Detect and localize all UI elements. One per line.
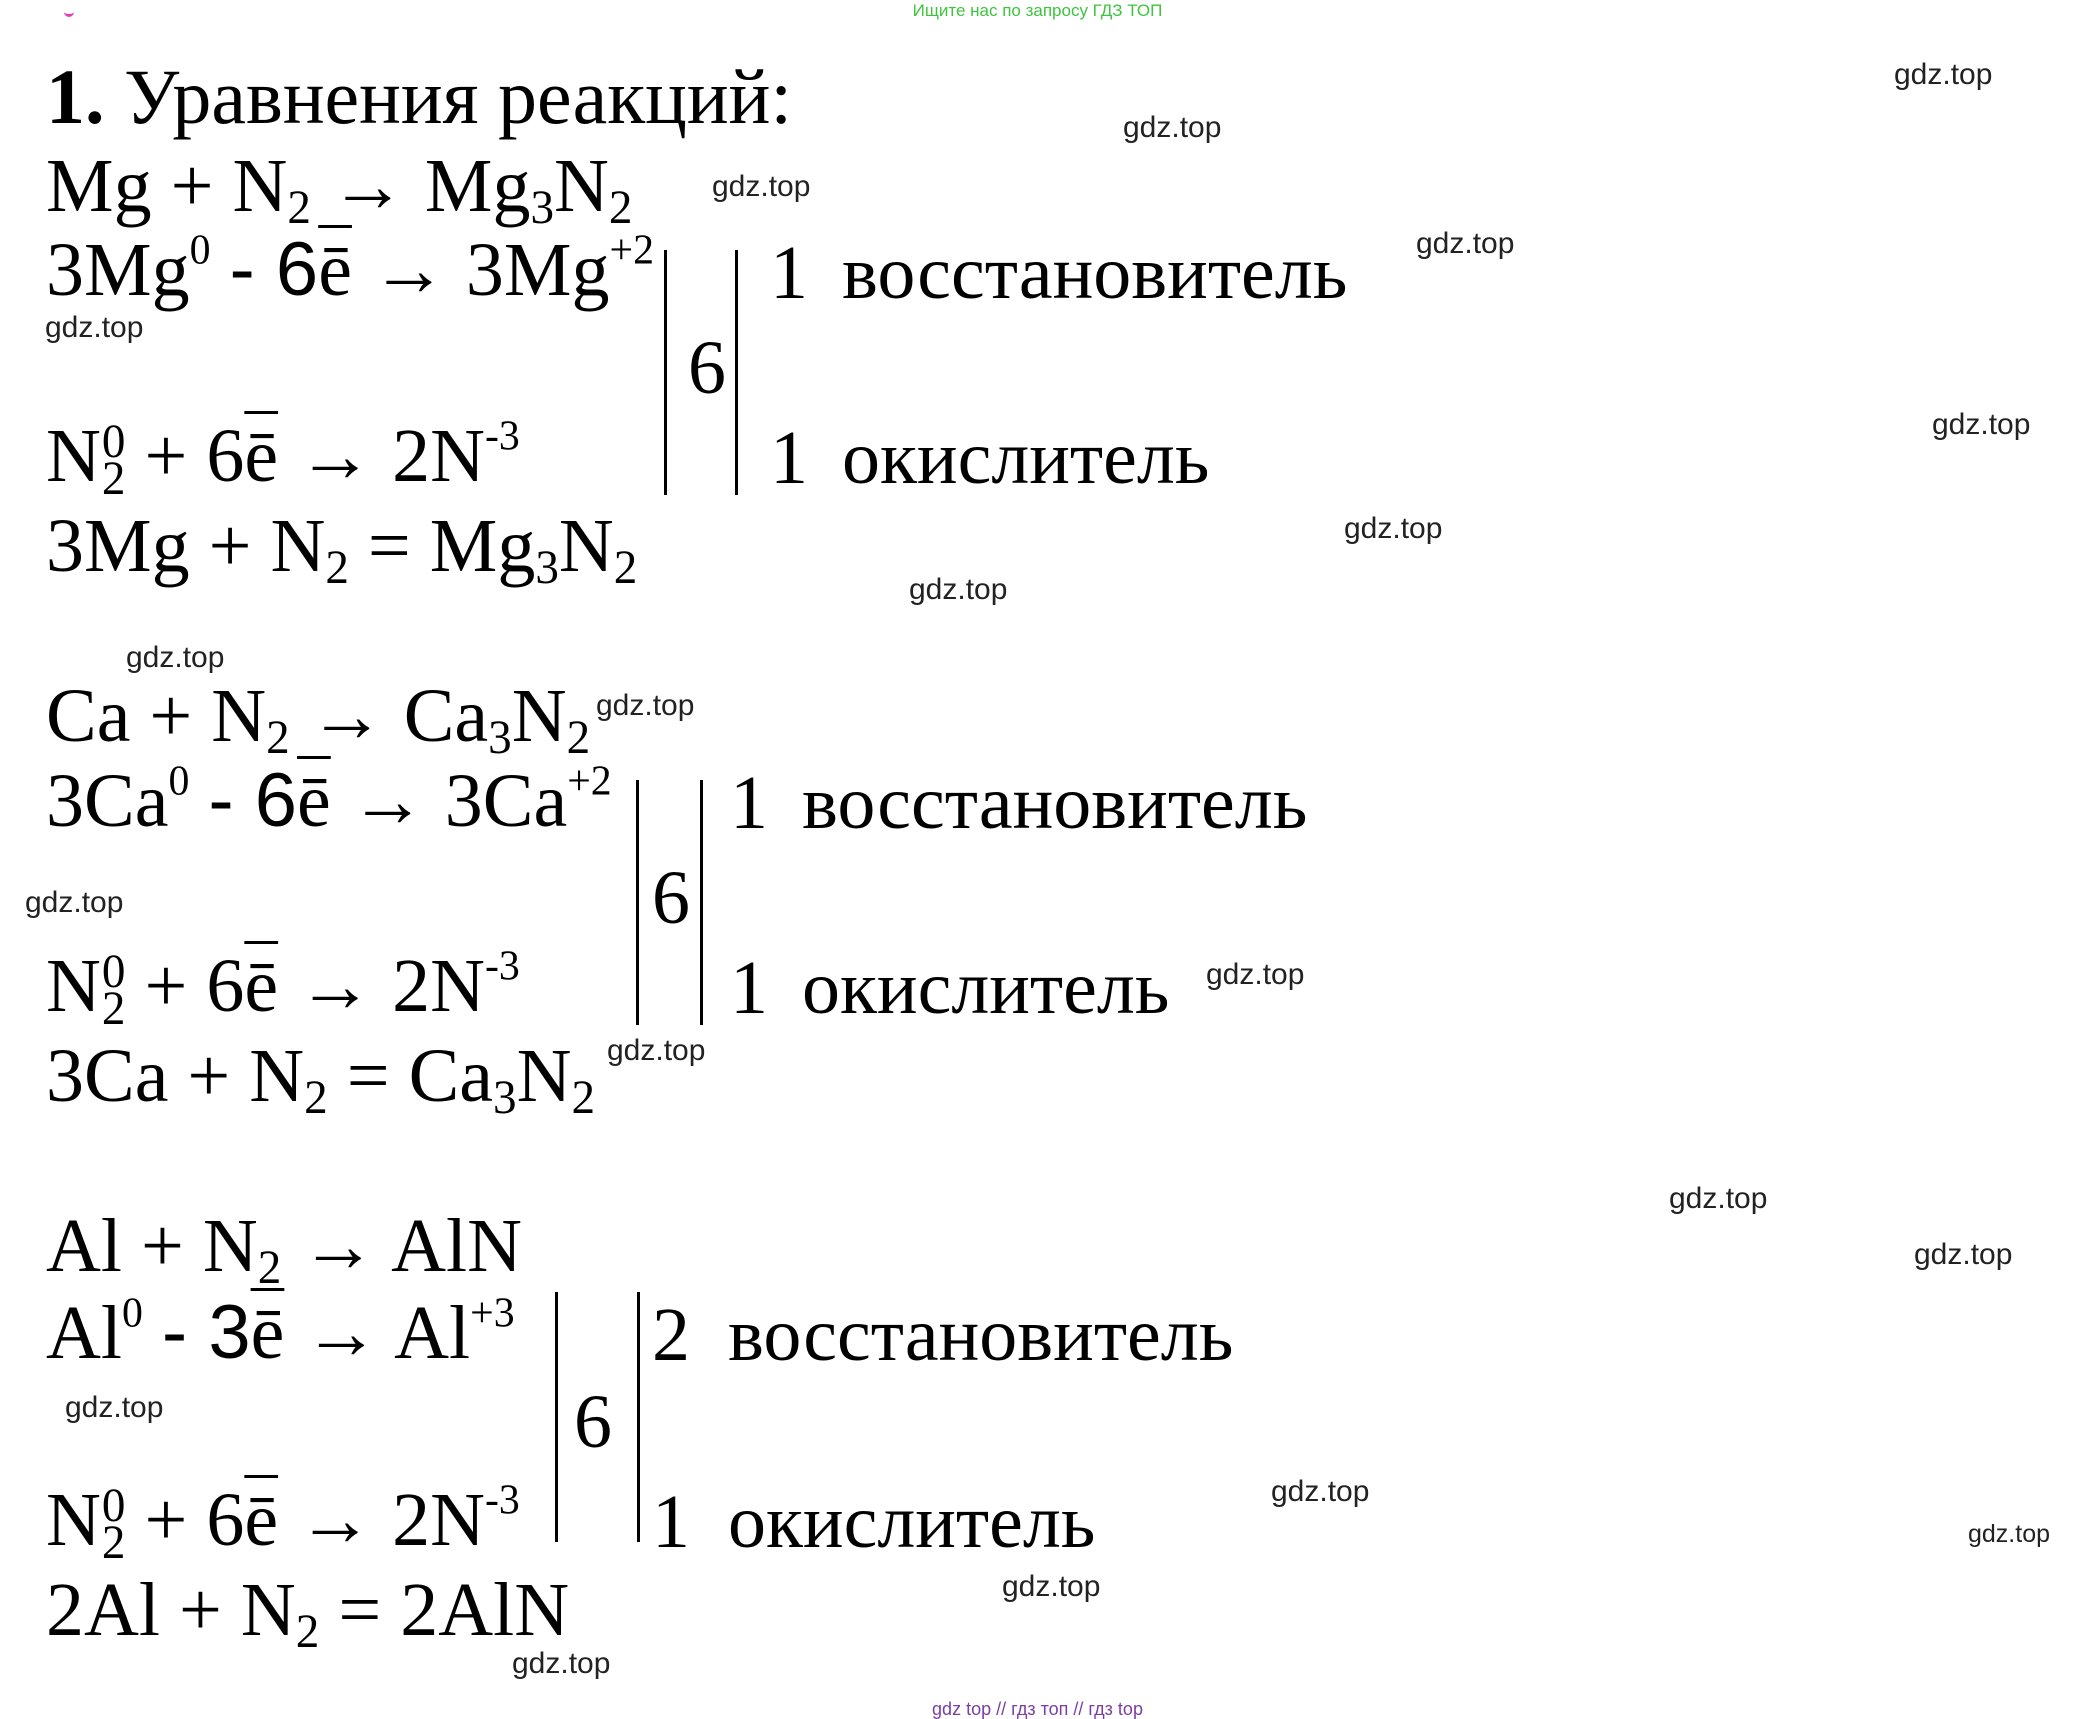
top-banner-link[interactable]: Ищите нас по запросу ГДЗ ТОП bbox=[912, 1, 1163, 20]
half-reaction-reduction-al: N 0 2 + $6\overline{ē} \to 2N^{-3}$ bbox=[46, 1477, 520, 1570]
page-title bbox=[46, 53, 793, 140]
half-reaction-reduction-mg: N 0 2 + $6\overline{ē} \to 2N^{-3}$ bbox=[46, 413, 520, 506]
scheme-equation-al: $Al + N_2$ → AlN bbox=[46, 1204, 523, 1294]
coefficient-reducer: 2 bbox=[652, 1293, 690, 1377]
final-equation-al: $2Al + N_2 = 2AlN$ bbox=[46, 1568, 570, 1658]
watermark: gdz.top bbox=[1894, 58, 1993, 91]
final-equation-ca: $3Ca + N_2 = Ca_3N_2$ bbox=[46, 1034, 596, 1124]
half-reaction-oxidation-ca: $3Ca^0 - 6\overline{ē} \to 3Ca^{+2}$ bbox=[46, 758, 612, 843]
balance-divider-right bbox=[637, 1292, 640, 1542]
watermark: gdz.top bbox=[1271, 1475, 1370, 1508]
balance-lcm: 6 bbox=[652, 856, 690, 940]
watermark: gdz.top bbox=[25, 886, 124, 919]
watermark: gdz.top bbox=[45, 311, 144, 344]
watermark: gdz.top bbox=[607, 1034, 706, 1067]
watermark: gdz.top bbox=[596, 689, 695, 722]
half-reaction-oxidation-al: $Al^0 - 3\overline{ē} \to Al^{+3}$ bbox=[46, 1290, 515, 1375]
balance-divider-left bbox=[664, 250, 667, 495]
watermark: gdz.top bbox=[1416, 227, 1515, 260]
watermark: gdz.top bbox=[1123, 111, 1222, 144]
balance-lcm: 6 bbox=[688, 326, 726, 410]
watermark: gdz.top bbox=[1002, 1570, 1101, 1603]
watermark: gdz.top bbox=[1914, 1238, 2013, 1271]
bottom-banner-links[interactable]: gdz top // гдз топ // гдз top bbox=[932, 1699, 1143, 1719]
coefficient-oxidizer: 1 bbox=[652, 1480, 690, 1564]
half-reaction-oxidation-mg: $3Mg^0 - 6\overline{ē} \to 3Mg^{+2}$ bbox=[46, 227, 654, 312]
final-equation-mg: $3Mg + N_2 = Mg_3N_2$ bbox=[46, 504, 638, 594]
title-text: Уравнения реакций: bbox=[124, 53, 793, 140]
half-reaction-reduction-ca: N 0 2 + $6\overline{ē} \to 2N^{-3}$ bbox=[46, 943, 520, 1036]
watermark: gdz.top bbox=[1344, 512, 1443, 545]
coefficient-oxidizer: 1 bbox=[730, 946, 768, 1030]
balance-divider-left bbox=[636, 780, 639, 1025]
watermark: gdz.top bbox=[1206, 958, 1305, 991]
watermark: gdz.top bbox=[712, 170, 811, 203]
task-number: 1. bbox=[46, 53, 105, 140]
watermark: gdz.top bbox=[1669, 1182, 1768, 1215]
balance-divider-right bbox=[735, 250, 738, 495]
balance-lcm: 6 bbox=[574, 1380, 612, 1464]
balance-divider-left bbox=[555, 1292, 558, 1542]
watermark: gdz.top bbox=[1932, 408, 2031, 441]
corner-mark bbox=[64, 4, 74, 17]
coefficient-oxidizer: 1 bbox=[770, 416, 808, 500]
watermark: gdz.top bbox=[1968, 1520, 2051, 1548]
label-reducer: восстановитель bbox=[802, 761, 1308, 845]
watermark: gdz.top bbox=[65, 1391, 164, 1424]
watermark: gdz.top bbox=[909, 573, 1008, 606]
balance-divider-right bbox=[700, 780, 703, 1025]
label-reducer: восстановитель bbox=[842, 231, 1348, 315]
watermark: gdz.top bbox=[126, 641, 225, 674]
coefficient-reducer: 1 bbox=[730, 761, 768, 845]
label-reducer: восстановитель bbox=[728, 1293, 1234, 1377]
scheme-equation-ca: $Ca + N_2 \to Ca_3N_2$ bbox=[46, 674, 591, 764]
label-oxidizer: окислитель bbox=[802, 946, 1170, 1030]
watermark: gdz.top bbox=[512, 1647, 611, 1680]
coefficient-reducer: 1 bbox=[770, 231, 808, 315]
label-oxidizer: окислитель bbox=[728, 1480, 1096, 1564]
label-oxidizer: окислитель bbox=[842, 416, 1210, 500]
scheme-equation-mg: $Mg + N_2 \to Mg_3N_2$ bbox=[46, 144, 633, 234]
